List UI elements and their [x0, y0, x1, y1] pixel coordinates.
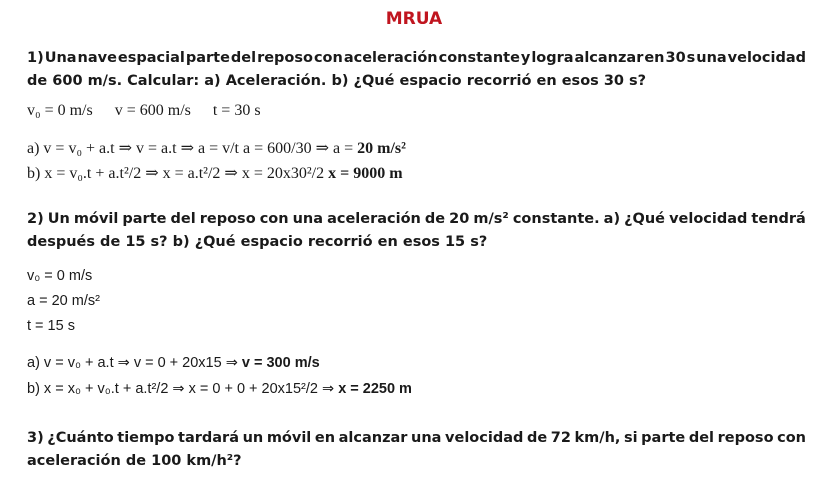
word: s — [686, 50, 696, 66]
word: Una — [44, 50, 77, 66]
word: una — [696, 50, 727, 66]
word: ¿Qué — [624, 211, 666, 227]
word: móvil — [266, 430, 312, 446]
word: reposo — [199, 211, 256, 227]
word: 3) — [27, 430, 44, 446]
word: en — [644, 50, 665, 66]
word: móvil — [73, 211, 119, 227]
word: espacial — [117, 50, 185, 66]
word: reposo — [257, 50, 313, 66]
word: velocidad — [669, 211, 748, 227]
problem-2-answer-b-result: x = 2250 m — [338, 381, 412, 397]
word: del — [230, 50, 257, 66]
problem-1-answer-a — [27, 138, 406, 158]
word: constante — [438, 50, 520, 66]
word: aceleración — [327, 211, 421, 227]
problem-1-answer-a-result: 20 m/s² — [357, 140, 406, 157]
problem-2-data-a: a = 20 m/s² — [27, 293, 100, 309]
word: parte — [122, 211, 167, 227]
word: logra — [531, 50, 574, 66]
word: del — [688, 430, 715, 446]
word: parte — [185, 50, 230, 66]
problem-2-answer-b-expr: b) x = x₀ + v₀.t + a.t²/2 ⇒ x = 0 + 0 + 20x15²/2 ⇒ — [27, 381, 339, 397]
problem-1-answer-a-expr: a) v = v₀ + a.t ⇒ v = a.t ⇒ a = v/t a = 600/30 ⇒ a = — [27, 140, 358, 157]
word: un — [242, 430, 264, 446]
problem-2-question-line-1 — [27, 211, 806, 227]
problem-1-question-line-1 — [27, 50, 806, 66]
word: tiempo — [117, 430, 175, 446]
word: de — [526, 430, 548, 446]
word: ¿Cuánto — [47, 430, 114, 446]
word: constante. — [512, 211, 600, 227]
problem-2-answer-b — [27, 381, 412, 397]
word: km/h, — [574, 430, 621, 446]
problem-2-data-t: t = 15 s — [27, 318, 75, 334]
word: a) — [603, 211, 621, 227]
word: velocidad — [727, 50, 806, 66]
word: parte — [641, 430, 686, 446]
word: con — [259, 211, 289, 227]
problem-1-data-v: v = 600 m/s — [114, 102, 191, 119]
word: velocidad — [445, 430, 524, 446]
word: aceleración — [343, 50, 438, 66]
word: nave — [77, 50, 117, 66]
word: tardará — [178, 430, 239, 446]
problem-1-answer-b-expr: b) x = v₀.t + a.t²/2 ⇒ x = a.t²/2 ⇒ x = 20x30²/2 — [27, 165, 329, 182]
word: con — [313, 50, 343, 66]
problem-1-answer-b-result: x = 9000 m — [328, 165, 403, 182]
word: 1) — [27, 50, 44, 66]
problem-1-data-line — [27, 102, 261, 120]
word: con — [777, 430, 806, 446]
word: del — [170, 211, 196, 227]
word: 30 — [665, 50, 686, 66]
problem-2-data-v0: v₀ = 0 m/s — [27, 268, 93, 284]
problem-2-answer-a — [27, 355, 320, 371]
word: 2) — [27, 211, 44, 227]
word: 72 — [550, 430, 571, 446]
problem-1-data-v0: v₀ = 0 m/s — [27, 102, 93, 119]
problem-1-answer-b — [27, 163, 403, 183]
word: m/s² — [473, 211, 509, 227]
word: una — [292, 211, 324, 227]
problem-1-question-line-2: de 600 m/s. Calcular: a) Aceleración. b) ¿Qué espacio recorrió en esos 30 s? — [27, 73, 647, 89]
problem-3-question-line-2: aceleración de 100 km/h²? — [27, 453, 242, 469]
problem-2-question-line-2: después de 15 s? b) ¿Qué espacio recorrió en esos 15 s? — [27, 234, 488, 250]
word: alcanzar — [338, 430, 408, 446]
problem-1-data-t: t = 30 s — [212, 102, 261, 119]
word: una — [411, 430, 442, 446]
word: tendrá — [751, 211, 806, 227]
problem-3-question-line-1 — [27, 430, 806, 446]
word: si — [623, 430, 638, 446]
word: de — [424, 211, 446, 227]
problem-2-answer-a-expr: a) v = v₀ + a.t ⇒ v = 0 + 20x15 ⇒ — [27, 355, 242, 371]
word: reposo — [717, 430, 774, 446]
word: en — [314, 430, 336, 446]
word: alcanzar — [574, 50, 644, 66]
problem-2-answer-a-result: v = 300 m/s — [241, 355, 320, 371]
word: y — [520, 50, 531, 66]
word: 20 — [449, 211, 470, 227]
page-title: MRUA — [385, 9, 443, 29]
word: Un — [47, 211, 70, 227]
